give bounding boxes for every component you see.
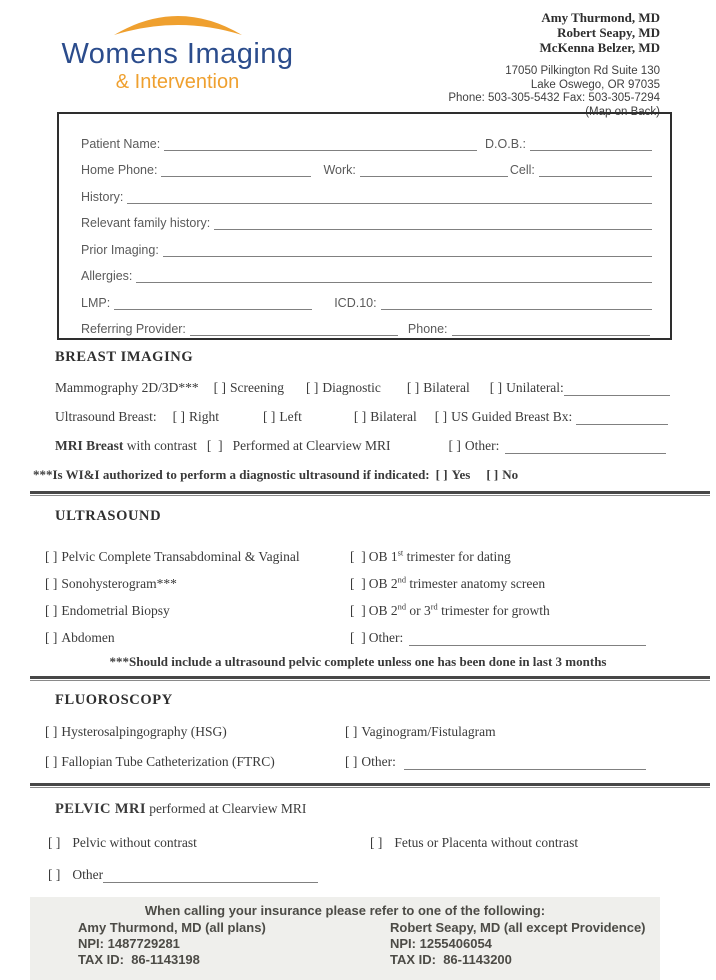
mri-breast-row [55, 438, 666, 454]
prior-imaging-row [81, 230, 652, 257]
insurance-footer [30, 897, 660, 980]
hsg-checkbox[interactable]: [ ] [45, 724, 58, 739]
family-history-field[interactable] [214, 215, 652, 230]
pelvic-mri-title [55, 801, 716, 818]
provider-phone-field[interactable] [452, 321, 650, 336]
doctor-name: Amy Thurmond, MD [541, 10, 660, 25]
patient-name-row [81, 124, 652, 151]
family-history-row [81, 204, 652, 231]
us-guided-bx-checkbox[interactable]: [ ] [434, 409, 448, 424]
us-guided-bx-field[interactable] [576, 410, 668, 425]
us-right-label: Right [188, 409, 219, 424]
fluoroscopy-row-2 [0, 754, 716, 770]
ultrasound-columns [0, 538, 716, 646]
ob-first-trimester-checkbox[interactable]: [ ] [350, 549, 366, 564]
provider-tax-id: TAX ID: 86-1143200 [390, 952, 512, 967]
pelvic-mri-title-rest: performed at Clearview MRI [145, 801, 307, 816]
family-history-label: Relevant family history: [81, 216, 211, 230]
breast-imaging-title: BREAST IMAGING [55, 349, 194, 365]
icd10-label: ICD.10: [334, 295, 377, 310]
pelvic-without-contrast-item [0, 835, 370, 851]
us-left-label: Left [279, 409, 302, 424]
doctor-names [448, 10, 660, 55]
diagnostic-checkbox[interactable]: [ ] [305, 380, 319, 395]
ultrasound-title: ULTRASOUND [55, 508, 162, 524]
ob-second-trimester-label: OB 2nd trimester anatomy screen [368, 575, 546, 591]
cell-field[interactable] [539, 162, 652, 177]
ftrc-label: Fallopian Tube Catheterization (FTRC) [61, 754, 275, 769]
fluoroscopy-title: FLUOROSCOPY [55, 692, 173, 708]
vaginogram-item [345, 724, 716, 740]
pelvic-mri-row-1 [0, 835, 716, 851]
pelvic-without-contrast-label: Pelvic without contrast [72, 835, 197, 850]
logo-subtitle: & Intervention [115, 71, 240, 93]
ultrasound-other-label: Other: [368, 630, 404, 645]
endometrial-biopsy-label: Endometrial Biopsy [61, 603, 170, 618]
us-bilateral-checkbox[interactable]: [ ] [353, 409, 367, 424]
clinic-address [448, 65, 660, 119]
hsg-label: Hysterosalpingography (HSG) [61, 724, 227, 739]
mri-other-field[interactable] [505, 439, 666, 454]
fetus-placenta-checkbox[interactable]: [ ] [370, 835, 383, 850]
referring-provider-field[interactable] [190, 321, 398, 336]
pelvic-mri-title-bold: PELVIC MRI [55, 801, 146, 817]
authorized-no-label: No [502, 467, 519, 482]
abdomen-row [45, 619, 350, 646]
mammo-bilateral-label: Bilateral [423, 380, 470, 395]
fluoroscopy-other-item [345, 754, 716, 770]
ftrc-checkbox[interactable]: [ ] [45, 754, 58, 769]
allergies-label: Allergies: [81, 269, 133, 283]
hsg-item [0, 724, 345, 740]
dob-field[interactable] [530, 136, 652, 151]
dob-label: D.O.B.: [485, 136, 526, 151]
ob-first-trimester-label: OB 1st trimester for dating [368, 548, 511, 564]
section-divider [30, 676, 710, 681]
lmp-icd-row [81, 283, 652, 310]
phones-row [81, 151, 652, 178]
address-line: Lake Oswego, OR 97035 [530, 78, 660, 91]
ultrasound-left-column [0, 538, 350, 646]
mri-breast-label-rest: with contrast [123, 438, 197, 453]
work-field[interactable] [360, 162, 508, 177]
mammo-bilateral-checkbox[interactable]: [ ] [406, 380, 420, 395]
abdomen-checkbox[interactable]: [ ] [45, 630, 58, 645]
unilateral-checkbox[interactable]: [ ] [489, 380, 503, 395]
mri-breast-label-bold: MRI Breast [55, 438, 124, 453]
prior-imaging-label: Prior Imaging: [81, 242, 159, 257]
referring-provider-row [81, 310, 652, 337]
mammography-label: Mammography 2D/3D*** [55, 380, 199, 395]
breast-footnote-text: ***Is WI&I authorized to perform a diagnostic ultrasound if indicated: [33, 467, 430, 482]
prior-imaging-field[interactable] [163, 242, 652, 257]
insurance-footer-columns [30, 920, 660, 968]
sonohysterogram-label: Sonohysterogram*** [61, 576, 177, 591]
patient-name-label: Patient Name: [81, 136, 161, 151]
mri-performed-label: Performed at Clearview MRI [232, 438, 391, 453]
phone-fax-line: Phone: 503-305-5432 Fax: 503-305-7294 [448, 92, 660, 104]
patient-info-box [57, 112, 672, 340]
fluoroscopy-other-label: Other: [361, 754, 396, 769]
clinic-logo [50, 6, 305, 94]
vaginogram-checkbox[interactable]: [ ] [345, 724, 358, 739]
ob-growth-row [350, 592, 646, 619]
screening-label: Screening [229, 380, 284, 395]
pelvic-without-contrast-checkbox[interactable]: [ ] [48, 835, 61, 850]
sonohysterogram-row [45, 565, 350, 592]
authorized-yes-label: Yes [451, 467, 471, 482]
us-left-checkbox[interactable]: [ ] [263, 409, 276, 424]
cell-label: Cell: [509, 163, 535, 177]
vaginogram-label: Vaginogram/Fistulagram [361, 724, 496, 739]
provider-npi: NPI: 1487729281 [78, 936, 180, 951]
pelvic-mri-other-field[interactable] [103, 868, 318, 883]
section-divider [30, 491, 710, 496]
mammography-row [55, 380, 670, 396]
logo-title: Womens Imaging [61, 38, 294, 70]
address-line: 17050 Pilkington Rd Suite 130 [505, 65, 660, 77]
history-row [81, 177, 652, 204]
unilateral-label: Unilateral: [506, 380, 564, 395]
doctor-name: Robert Seapy, MD [557, 25, 660, 40]
us-guided-bx-label: US Guided Breast Bx: [451, 409, 573, 424]
section-divider [30, 783, 710, 788]
ftrc-item [0, 754, 345, 770]
ob-second-trimester-checkbox[interactable]: [ ] [350, 576, 366, 591]
screening-checkbox[interactable]: [ ] [213, 380, 226, 395]
referring-provider-label: Referring Provider: [81, 322, 186, 336]
authorized-no-checkbox[interactable]: [ ] [486, 467, 499, 482]
abdomen-label: Abdomen [61, 630, 115, 645]
history-label: History: [81, 189, 124, 204]
breast-footnote-row [33, 467, 716, 483]
mri-other-label: Other: [464, 438, 500, 453]
ob-second-trimester-row [350, 565, 646, 592]
ultrasound-other-field[interactable] [409, 631, 646, 646]
provider-phone-label: Phone: [407, 322, 448, 336]
diagnostic-label: Diagnostic [322, 380, 381, 395]
ultrasound-note: ***Should include a ultrasound pelvic complete unless one has been done in last 3 months [109, 654, 607, 669]
lmp-label: LMP: [81, 295, 111, 310]
unilateral-field[interactable] [564, 381, 670, 396]
history-field[interactable] [127, 189, 652, 204]
lmp-field[interactable] [114, 295, 312, 310]
pelvic-mri-other-row [48, 867, 716, 883]
home-phone-label: Home Phone: [81, 163, 158, 177]
clinic-contact-block [448, 10, 660, 119]
fluoroscopy-other-checkbox[interactable]: [ ] [345, 754, 358, 769]
pelvic-mri-other-checkbox[interactable]: [ ] [48, 867, 61, 882]
work-label: Work: [323, 163, 356, 177]
allergies-row [81, 257, 652, 284]
map-note: (Map on Back) [585, 105, 660, 118]
logo-arc-icon [108, 6, 248, 38]
mri-other-checkbox[interactable]: [ ] [448, 438, 461, 453]
fetus-placenta-item [370, 835, 716, 851]
patient-name-field[interactable] [164, 136, 477, 151]
fluoroscopy-other-field[interactable] [404, 755, 646, 770]
mri-performed-checkbox[interactable]: [ ] [206, 438, 223, 453]
pelvic-mri-other-label: Other [72, 867, 104, 882]
sonohysterogram-checkbox[interactable]: [ ] [45, 576, 58, 591]
endometrial-biopsy-row [45, 592, 350, 619]
endometrial-biopsy-checkbox[interactable]: [ ] [45, 603, 58, 618]
ultrasound-other-checkbox[interactable]: [ ] [350, 630, 366, 645]
authorized-yes-checkbox[interactable]: [ ] [435, 467, 448, 482]
home-phone-field[interactable] [161, 162, 311, 177]
pelvic-complete-label: Pelvic Complete Transabdominal & Vaginal [61, 549, 300, 564]
ultrasound-other-row [350, 619, 646, 646]
pelvic-complete-row [45, 538, 350, 565]
header [0, 0, 716, 118]
icd10-field[interactable] [381, 295, 652, 310]
fetus-placenta-label: Fetus or Placenta without contrast [394, 835, 579, 850]
ultrasound-breast-label: Ultrasound Breast: [55, 409, 157, 424]
ob-first-trimester-row [350, 538, 646, 565]
allergies-field[interactable] [136, 268, 652, 283]
insurance-provider-right [390, 920, 660, 968]
us-right-checkbox[interactable]: [ ] [172, 409, 185, 424]
fluoroscopy-row-1 [0, 724, 716, 740]
pelvic-complete-checkbox[interactable]: [ ] [45, 549, 58, 564]
provider-name: Robert Seapy, MD (all except Providence) [390, 920, 646, 935]
ob-growth-checkbox[interactable]: [ ] [350, 603, 366, 618]
provider-tax-id: TAX ID: 86-1143198 [78, 952, 200, 967]
doctor-name: McKenna Belzer, MD [539, 40, 660, 55]
provider-npi: NPI: 1255406054 [390, 936, 492, 951]
insurance-provider-left [30, 920, 390, 968]
ob-growth-label: OB 2nd or 3rd trimester for growth [368, 602, 550, 618]
ultrasound-right-column [350, 538, 716, 646]
provider-name: Amy Thurmond, MD (all plans) [78, 920, 266, 935]
us-bilateral-label: Bilateral [370, 409, 417, 424]
ultrasound-breast-row [55, 409, 668, 425]
insurance-footer-title: When calling your insurance please refer to one of the following: [144, 903, 546, 918]
